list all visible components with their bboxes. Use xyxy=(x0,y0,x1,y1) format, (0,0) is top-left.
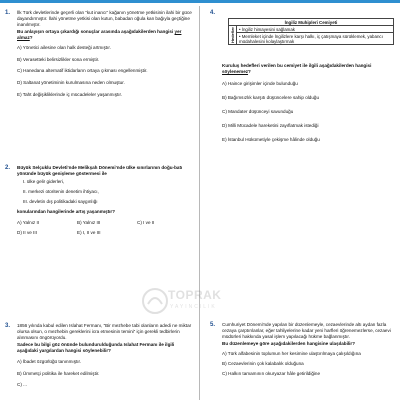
question-4-prompt-text: Kuruluş hedefleri verilen bu cemiyet ile ilgili aşağıdakilerden hangisi xyxy=(222,63,372,68)
question-1-prompt-text: Bu anlayışın ortaya çıkardığı sonuçlar arasında aşağıdakilerden hangisi xyxy=(17,29,175,35)
society-goal-2: • Memleket içinde İngilizlere karşı halkı, iç çatışmaya sürüklemek, yabancı müdahalesini kolaylaştırmak xyxy=(237,33,394,45)
question-5-number: 5. xyxy=(210,322,216,328)
watermark-title: TOPRAK xyxy=(168,288,222,302)
question-2-prompt: konularından hangilerinde artış yaşanmıştır? xyxy=(17,208,116,214)
question-2 xyxy=(17,165,192,236)
option-1d[interactable]: D) Saltanat yönetiminin kurulmasına neden olmuştur. xyxy=(17,80,125,86)
option-1b[interactable]: B) Verasetteki belirsizlikler sona ermiştir. xyxy=(17,56,100,62)
option-3c[interactable]: C) ... xyxy=(17,382,27,388)
question-5-stem: Cumhuriyet Dönemi'nde yapılan bir düzenlemeyle, cezaevlerinde altı aydan fazla cezaya çarptırılanlar, eğer tahliyelerine kadar yeni harfleri öğrenemezlerse, cezaevi müdürleri hakkında yasal işlem yapılacağı hükme bağlanmıştır. xyxy=(222,322,391,339)
question-1 xyxy=(17,10,192,104)
option-4d[interactable]: D) Milli Mücadele hareketini zayıflatmak istediği xyxy=(222,123,319,129)
option-4e[interactable]: E) İstanbul Hükümetiyle çekişme hâlinde olduğu xyxy=(222,137,320,143)
option-2e[interactable]: E) I, II ve III xyxy=(77,230,101,236)
option-2c[interactable]: C) I ve II xyxy=(137,220,155,226)
top-color-strip xyxy=(0,0,400,3)
question-3-options xyxy=(17,359,192,388)
option-1e[interactable]: E) Taht değişikliklerinde iç mücadeleler yaşanmıştır. xyxy=(17,91,123,97)
option-4b[interactable]: B) Bağımsızlık karşıtı düşüncelere sahip olduğu xyxy=(222,94,320,100)
question-1-prompt xyxy=(17,29,192,41)
question-2-item-1: I. ülke gelir giderleri, xyxy=(23,178,65,184)
watermark-subtitle: YAYINCILIK xyxy=(170,304,217,310)
option-3b[interactable]: B) Ümmetçi politika ile hareket edilmiştir. xyxy=(17,370,100,376)
option-1a[interactable]: A) Yönetici ailesine olan halk desteği artmıştır. xyxy=(17,45,111,51)
question-4-number: 4. xyxy=(210,10,216,16)
option-3a[interactable]: A) İbadet özgürlüğü tanınmıştır. xyxy=(17,359,82,365)
question-3-stem: 1856 yılında kabul edilen Islahat Fermanı, “Bir mezhebe tabi olanların adedi ne miktar olursa olsun, o mezhebin gereklerini icra etmesinin temini” için gerekli tedbirlerin alınmasını öngörüyordu. xyxy=(17,323,192,340)
question-3-number: 3. xyxy=(5,323,11,329)
question-1-number: 1. xyxy=(5,10,11,16)
question-1-options xyxy=(17,45,192,98)
question-2-item-2: II. merkezi otoritenin denetim ihtiyacı, xyxy=(23,188,99,194)
question-2-options xyxy=(17,220,192,236)
option-1c[interactable]: C) Hanedana alternatif iktidarların ortaya çıkması engellenmiştir. xyxy=(17,68,148,74)
question-4-info-box xyxy=(228,18,394,45)
question-4-prompt-underlined: söylenemez xyxy=(222,68,249,74)
option-4a[interactable]: A) Haince girişimler içinde bulunduğu xyxy=(222,80,298,86)
society-title: İngiliz Muhipleri Cemiyeti xyxy=(229,19,394,26)
society-table xyxy=(228,18,394,45)
question-1-prompt-end: ? xyxy=(29,35,33,41)
option-5c[interactable]: C) Halkın tamamının okuryazar hâle getirildiğine xyxy=(222,370,321,376)
question-3 xyxy=(17,323,192,394)
question-3-prompt: Sadece bu bilgi göz önünde bulundurulduğunda Islahat Fermanı ile ilgili aşağıdaki yargılardan hangisi söylenebilir? xyxy=(17,342,175,354)
question-1-stem: İlk Türk devletlerinde geçerli olan “kut inancı” kağanın yönetme yetkisinin ilahi bir güce dayandırmıştır. İlahi yönetme yetkisi olan kutun, babadan oğula kan bağıyla geçtiğine inanılmıştır. xyxy=(17,10,192,27)
question-2-stem: Büyük Selçuklu Devleti'nde Melikşah Dönemi'nde ülke sınırlarının doğu-batı yönünde büyük genişleme göstermesi ile xyxy=(17,165,183,176)
option-2a[interactable]: A) Yalnız II xyxy=(17,220,40,226)
question-2-number: 2. xyxy=(5,165,11,171)
watermark-logo-icon xyxy=(140,286,170,316)
option-2b[interactable]: B) Yalnız III xyxy=(77,220,101,226)
publisher-watermark xyxy=(140,284,240,318)
question-4-options xyxy=(222,81,394,143)
society-side-label: Hedefler xyxy=(230,26,235,43)
option-5b[interactable]: B) Cezaevlerinin çok kalabalık olduğuna xyxy=(222,361,304,367)
question-2-items xyxy=(23,179,192,205)
question-4-prompt-end: ? xyxy=(248,68,251,74)
question-5-prompt: Bu düzenlemeye göre aşağıdakilerden hangisine ulaşılabilir? xyxy=(222,341,356,347)
question-4 xyxy=(222,63,394,151)
society-side-cell xyxy=(229,26,237,45)
question-4-prompt xyxy=(222,63,394,75)
question-1-prompt-underlined: yer almaz xyxy=(17,29,182,41)
society-goal-1: • İngiliz himayesini sağlamak xyxy=(237,26,394,33)
column-divider xyxy=(199,6,200,400)
question-2-item-3: III. devletin dış politikadaki saygınlığı xyxy=(23,198,98,204)
option-5a[interactable]: A) Türk alfabesinin toplumun her kesimine ulaştırılmaya çalışıldığına xyxy=(222,351,361,357)
question-5 xyxy=(222,322,394,383)
option-2d[interactable]: D) II ve III xyxy=(17,230,37,236)
question-5-options xyxy=(222,351,394,377)
option-4c[interactable]: C) Mandater düşünceyi savunduğu xyxy=(222,109,294,114)
